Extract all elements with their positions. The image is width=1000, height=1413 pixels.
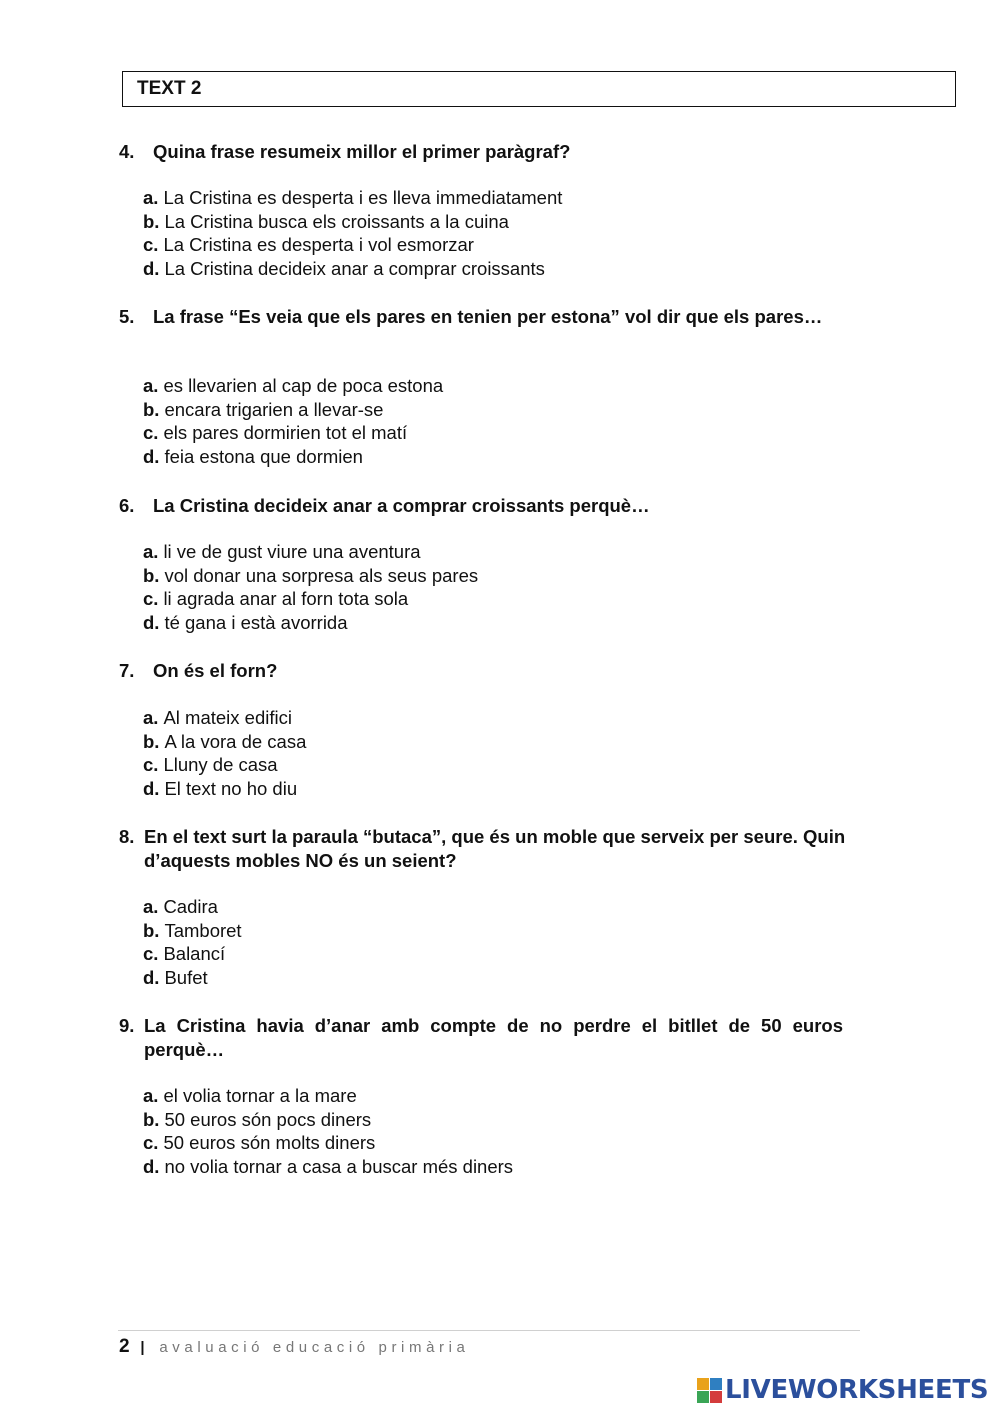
option-b[interactable] [143,564,478,588]
option-text: Balancí [163,943,226,965]
option-a[interactable] [143,540,478,564]
option-text: els pares dormirien tot el matí [163,422,408,444]
question-5 [119,305,855,329]
options-q4 [143,186,562,281]
option-text: feia estona que dormien [164,446,363,468]
option-letter: b. [143,730,160,752]
option-text: es llevarien al cap de poca estona [163,375,444,396]
options-q8 [143,895,242,990]
option-text: 50 euros són molts diners [163,1132,376,1154]
question-6 [119,494,859,518]
option-a[interactable] [143,706,306,730]
option-text: Al mateix edifici [163,707,292,728]
option-letter: b. [143,1108,160,1130]
question-text: La Cristina havia d’anar amb compte de no perdre el bitllet de 50 euros perquè… [144,1015,843,1060]
option-c[interactable] [143,587,478,611]
option-c[interactable] [143,1131,513,1155]
option-d[interactable] [143,966,242,990]
option-c[interactable] [143,753,306,777]
question-text: La frase “Es veia que els pares en tenien per estona” vol dir que els pares… [153,306,823,327]
option-letter: a. [143,707,159,728]
option-letter: d. [143,612,160,634]
option-d[interactable] [143,611,478,635]
question-number: 6. [119,495,135,516]
footer-text: avaluació educació primària [159,1339,470,1356]
option-text: té gana i està avorrida [164,612,348,634]
footer-separator: | [140,1339,145,1356]
liveworksheets-logo-icon [697,1378,722,1403]
option-letter: c. [143,234,159,256]
option-text: Tamboret [164,919,242,941]
question-7 [119,659,859,683]
option-b[interactable] [143,730,306,754]
option-letter: c. [143,1132,159,1154]
option-a[interactable] [143,186,562,210]
option-c[interactable] [143,421,443,445]
option-text: el volia tornar a la mare [163,1085,357,1106]
option-d[interactable] [143,777,306,801]
option-d[interactable] [143,445,443,469]
option-letter: a. [143,541,159,562]
option-text: no volia tornar a casa a buscar més diners [164,1156,514,1178]
page-number: 2 [119,1336,130,1357]
option-text: A la vora de casa [164,730,307,752]
question-4 [119,140,859,164]
options-q5 [143,374,443,469]
option-c[interactable] [143,942,242,966]
question-text: Quina frase resumeix millor el primer paràgraf? [153,141,571,162]
option-text: La Cristina decideix anar a comprar croissants [164,258,545,280]
watermark-text: LIVEWORKSHEETS [725,1375,989,1405]
option-letter: c. [143,422,159,444]
option-a[interactable] [143,1084,513,1108]
option-letter: d. [143,1156,160,1178]
options-q9 [143,1084,513,1179]
question-text: En el text surt la paraula “butaca”, que és un moble que serveix per seure. Quin d’aquests mobles NO és un seient? [144,826,846,871]
option-letter: a. [143,896,159,917]
option-letter: b. [143,919,160,941]
option-text: Bufet [164,967,208,989]
option-b[interactable] [143,919,242,943]
option-d[interactable] [143,1155,513,1179]
question-text: La Cristina decideix anar a comprar croissants perquè… [153,495,650,516]
option-letter: d. [143,446,160,468]
option-letter: c. [143,588,159,610]
option-text: vol donar una sorpresa als seus pares [164,564,479,586]
option-text: li ve de gust viure una aventura [163,541,421,562]
question-number: 7. [119,660,135,681]
option-text: La Cristina es desperta i es lleva immediatament [163,187,563,208]
question-text: On és el forn? [153,660,278,681]
section-title-box [122,71,956,107]
question-number: 9. [119,1015,135,1036]
footer-divider [118,1330,860,1331]
option-text: El text no ho diu [164,778,298,800]
option-letter: d. [143,967,160,989]
option-text: encara trigarien a llevar-se [164,398,384,420]
option-d[interactable] [143,257,562,281]
option-b[interactable] [143,398,443,422]
option-text: La Cristina busca els croissants a la cuina [164,210,509,232]
option-b[interactable] [143,210,562,234]
option-letter: d. [143,258,160,280]
section-title: TEXT 2 [137,78,202,99]
option-b[interactable] [143,1108,513,1132]
option-letter: a. [143,187,159,208]
options-q6 [143,540,478,635]
option-letter: b. [143,210,160,232]
option-a[interactable] [143,374,443,398]
liveworksheets-watermark [697,1375,988,1405]
option-letter: a. [143,1085,159,1106]
option-c[interactable] [143,233,562,257]
options-q7 [143,706,306,801]
option-letter: b. [143,398,160,420]
question-8 [119,825,847,873]
question-number: 5. [119,306,135,327]
question-number: 4. [119,141,135,162]
option-letter: c. [143,754,159,776]
option-text: La Cristina es desperta i vol esmorzar [163,234,474,256]
option-text: Cadira [163,896,218,917]
option-text: Lluny de casa [163,754,278,776]
option-text: 50 euros són pocs diners [164,1108,372,1130]
question-number: 8. [119,826,135,847]
option-letter: a. [143,375,159,396]
option-letter: d. [143,778,160,800]
option-a[interactable] [143,895,242,919]
question-9 [119,1014,843,1062]
option-letter: c. [143,943,159,965]
page-footer [119,1336,469,1358]
option-text: li agrada anar al forn tota sola [163,588,409,610]
option-letter: b. [143,564,160,586]
